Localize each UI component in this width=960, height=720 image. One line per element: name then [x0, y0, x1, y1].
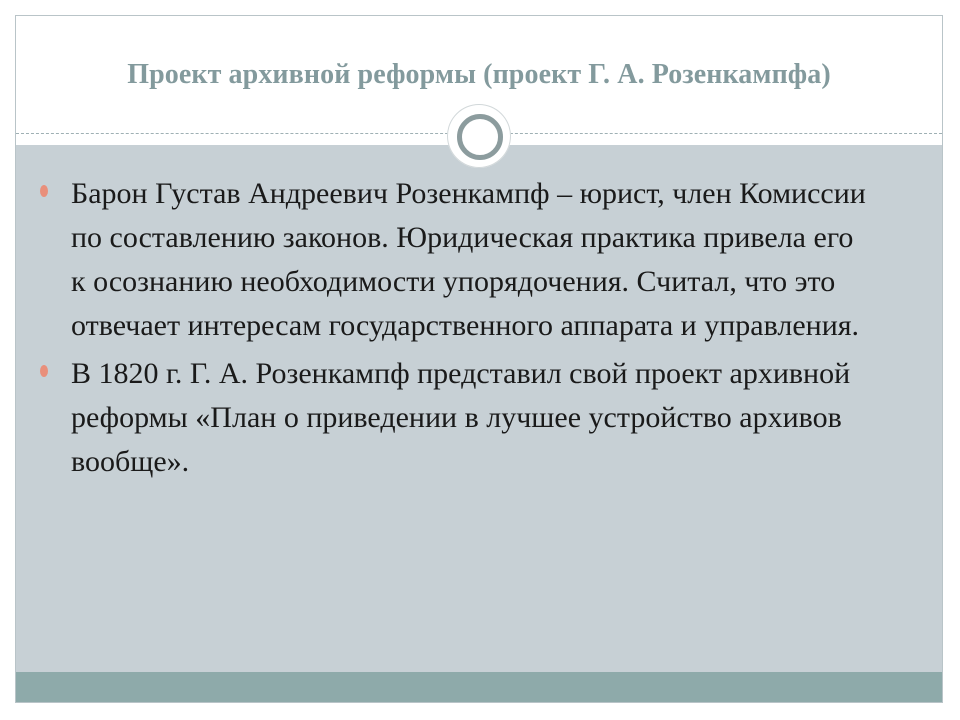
- bullet-text: В 1820 г. Г. А. Розенкампф представил свой проект архивной реформы «План о приведении в лучшее устройство архивов вообще».: [71, 357, 851, 478]
- bullet-item: [40, 172, 870, 348]
- bullet-text: Барон Густав Андреевич Розенкампф – юрист, член Комиссии по составлению законов. Юридическая практика привела его к осознанию необходимости упорядочения. Считал, что это отвечает интересам государственного аппарата и управления.: [71, 177, 866, 342]
- bullet-dot-icon: [40, 365, 48, 377]
- bottom-band: [16, 672, 942, 702]
- bullet-item: [40, 352, 870, 484]
- bullet-list: [40, 172, 870, 484]
- bullet-dot-icon: [40, 185, 48, 197]
- ring-ornament-icon: [447, 104, 511, 168]
- slide-title: Проект архивной реформы (проект Г. А. Розенкампфа): [127, 59, 831, 90]
